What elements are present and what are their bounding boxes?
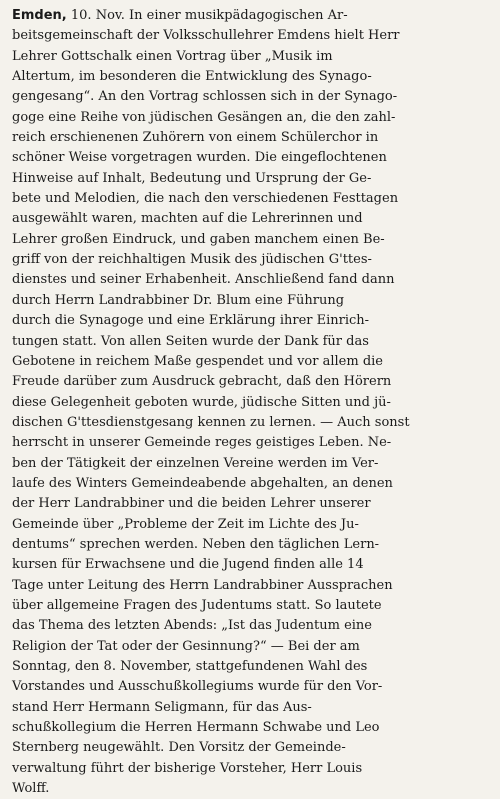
article-line: der Herr Landrabbiner und die beiden Lehrer unserer	[12, 496, 371, 512]
article-line: dischen G'ttesdienstgesang kennen zu lernen. — Auch sonst	[12, 414, 410, 430]
article-line: verwaltung führt der bisherige Vorsteher, Herr Louis	[12, 760, 363, 776]
article-line: kursen für Erwachsene und die Jugend finden alle 14	[12, 557, 364, 573]
article-line: Lehrer Gottschalk einen Vortrag über „Musik im	[12, 48, 333, 64]
newspaper-article	[12, 6, 494, 797]
article-line: diese Gelegenheit geboten wurde, jüdische Sitten und jü-	[12, 394, 391, 410]
article-line: Wolff.	[12, 781, 50, 797]
article-line: bete und Melodien, die nach den verschiedenen Festtagen	[12, 191, 399, 207]
article-line: schußkollegium die Herren Hermann Schwabe und Leo	[12, 720, 380, 736]
article-line: beitsgemeinschaft der Volksschullehrer Emdens hielt Herr	[12, 28, 400, 44]
article-line: Freude darüber zum Ausdruck gebracht, daß den Hörern	[12, 374, 392, 390]
article-line: herrscht in unserer Gemeinde reges geistiges Leben. Ne-	[12, 435, 392, 451]
article-line: tungen statt. Von allen Seiten wurde der Dank für das	[12, 333, 369, 349]
article-line: durch die Synagoge und eine Erklärung ihrer Einrich-	[12, 313, 370, 329]
article-line: laufe des Winters Gemeindeabende abgehalten, an denen	[12, 475, 393, 491]
article-line: das Thema des letzten Abends: „Ist das Judentum eine	[12, 618, 372, 634]
article-line: Religion der Tat oder der Gesinnung?“ — Bei der am	[12, 638, 360, 654]
article-line: schöner Weise vorgetragen wurden. Die eingeflochtenen	[12, 150, 387, 166]
article-line: ben der Tätigkeit der einzelnen Vereine werden im Ver-	[12, 455, 379, 471]
article-line: stand Herr Hermann Seligmann, für das Aus-	[12, 699, 312, 715]
article-line: reich erschienenen Zuhörern von einem Schülerchor in	[12, 130, 379, 146]
article-line: Hinweise auf Inhalt, Bedeutung und Ursprung der Ge-	[12, 170, 372, 186]
article-line: Lehrer großen Eindruck, und gaben manchem einen Be-	[12, 231, 385, 247]
dateline-date: 10. Nov.	[70, 8, 125, 23]
article-line: Sonntag, den 8. November, stattgefundenen Wahl des	[12, 659, 368, 674]
article-line: griff von der reichhaltigen Musik des jüdischen G'ttes-	[12, 252, 372, 268]
article-line: Vorstandes und Ausschußkollegiums wurde für den Vor-	[12, 679, 383, 695]
article-line: dentums“ sprechen werden. Neben den täglichen Lern-	[12, 536, 380, 552]
article-line: Altertum, im besonderen die Entwicklung des Synago-	[12, 69, 372, 85]
article-line: ausgewählt waren, machten auf die Lehrerinnen und	[12, 211, 363, 227]
dateline-place: Emden,	[12, 8, 67, 23]
article-line: durch Herrn Landrabbiner Dr. Blum eine Führung	[12, 292, 345, 308]
article-line: gengesang“. An den Vortrag schlossen sich in der Synago-	[12, 89, 398, 105]
article-line-first	[12, 6, 494, 26]
article-line: Sternberg neugewählt. Den Vorsitz der Gemeinde-	[12, 740, 346, 756]
article-line: Tage unter Leitung des Herrn Landrabbiner Aussprachen	[12, 577, 393, 593]
article-line: dienstes und seiner Erhabenheit. Anschließend fand dann	[12, 272, 395, 288]
article-line: In einer musikpädagogischen Ar-	[128, 8, 348, 23]
article-line: über allgemeine Fragen des Judentums statt. So lautete	[12, 597, 382, 613]
article-line: Gebotene in reichem Maße gespendet und vor allem die	[12, 353, 384, 369]
article-line: Gemeinde über „Probleme der Zeit im Lichte des Ju-	[12, 516, 359, 532]
article-line: goge eine Reihe von jüdischen Gesängen an, die den zahl-	[12, 109, 396, 125]
